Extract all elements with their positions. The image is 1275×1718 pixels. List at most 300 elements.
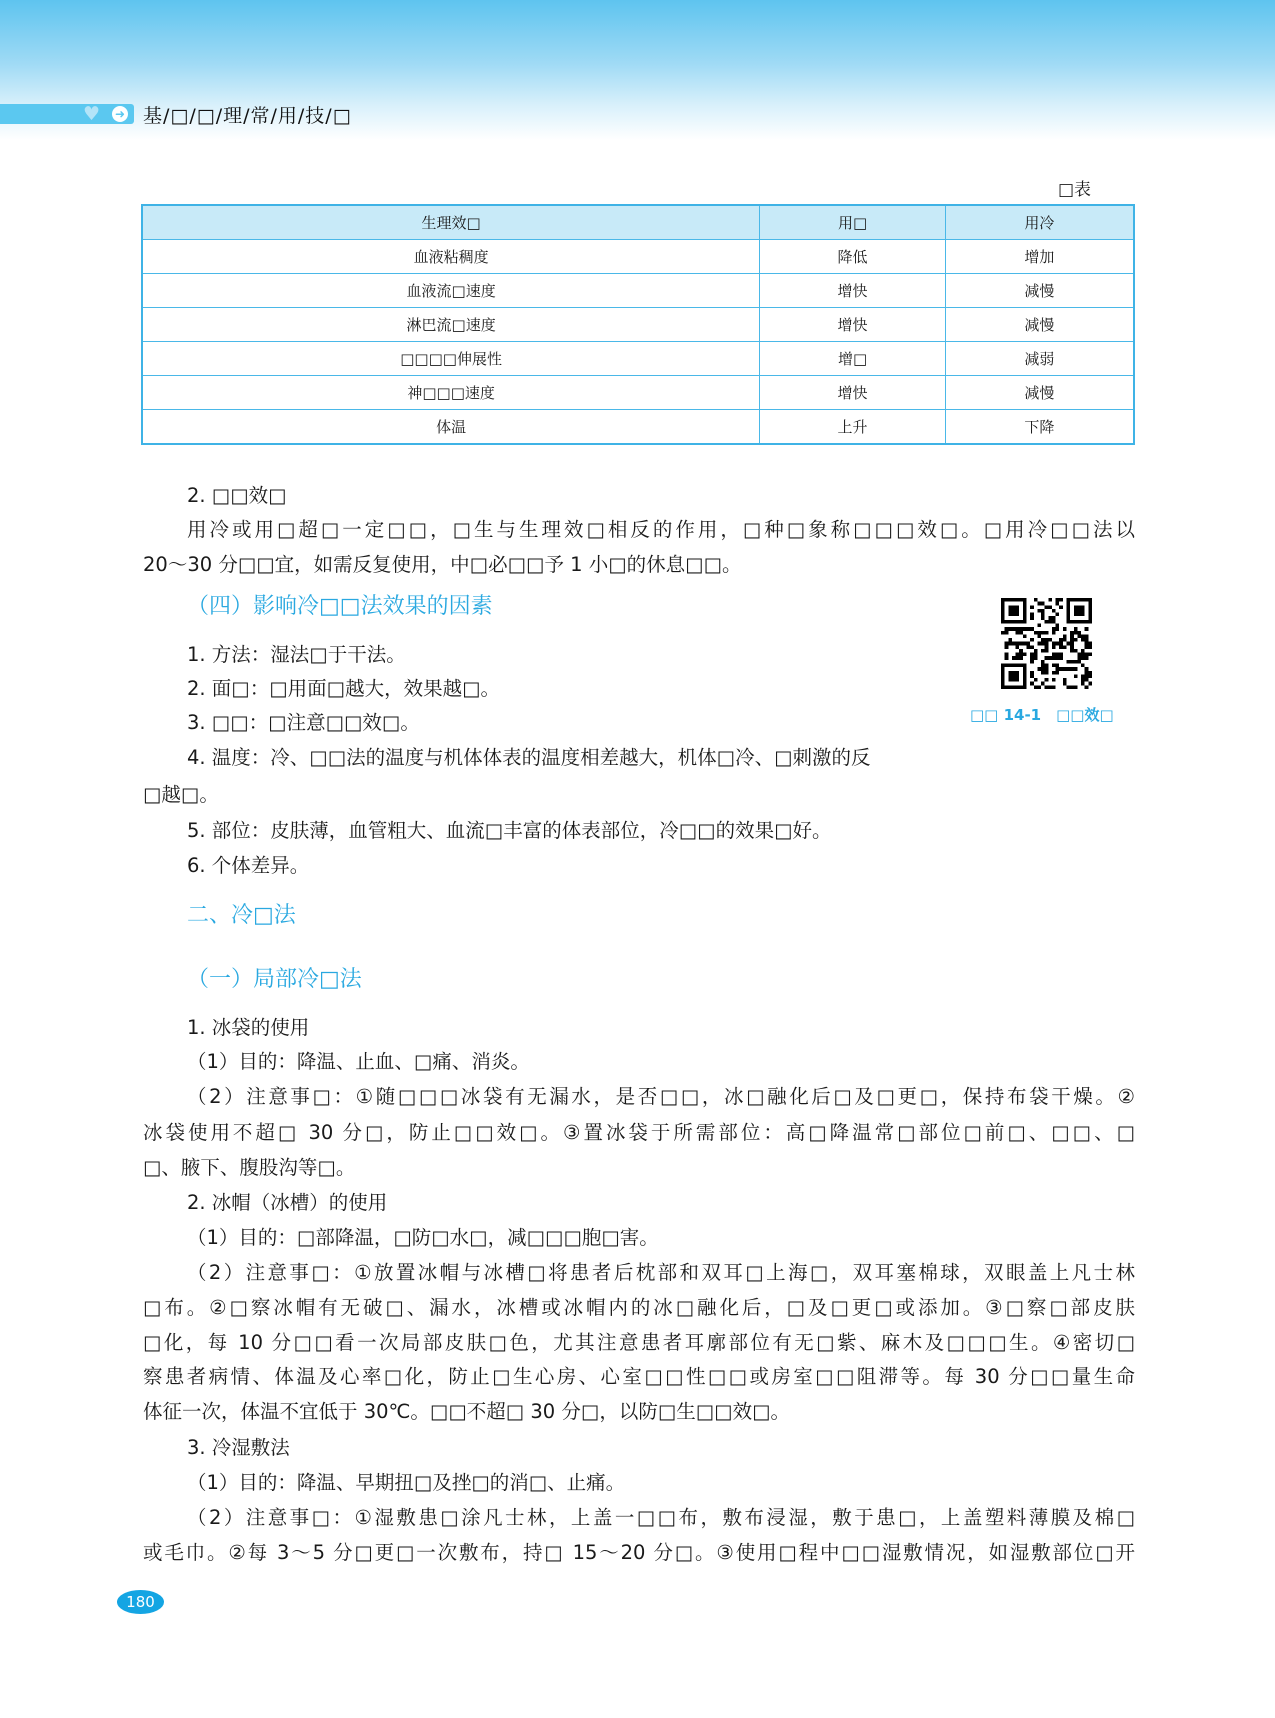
qr-module xyxy=(1067,602,1071,606)
table-row xyxy=(142,308,1134,342)
qr-module xyxy=(1056,627,1060,631)
qr-module xyxy=(1088,620,1092,624)
qr-module xyxy=(1081,634,1085,638)
qr-module xyxy=(1085,645,1089,649)
qr-module xyxy=(1085,653,1089,657)
qr-module xyxy=(1052,664,1056,668)
qr-module xyxy=(1026,627,1030,631)
qr-module xyxy=(1023,634,1027,638)
qr-module xyxy=(1016,605,1020,609)
qr-module xyxy=(1008,605,1012,609)
table-cell: 下降 xyxy=(945,410,1134,445)
qr-module xyxy=(1059,605,1063,609)
qr-caption: □□ 14-1 □□效□ xyxy=(970,706,1114,724)
paragraph-line: □化，每 10 分□□看一次局部皮肤□色，尤其注意患者耳廓部位有无□紫、麻木及□□□生。④密切□ xyxy=(143,1331,1135,1354)
table-cell: 体温 xyxy=(142,410,760,445)
qr-module xyxy=(1052,656,1056,660)
qr-module xyxy=(1012,685,1016,689)
qr-module xyxy=(1019,642,1023,646)
qr-module xyxy=(1077,631,1081,635)
paragraph-line: 或毛巾。②每 3～5 分□更□一次敷布，持□ 15～20 分□。③使用□程中□□湿敷情况，如湿敷部位□开 xyxy=(143,1541,1135,1564)
qr-module xyxy=(1074,649,1078,653)
qr-module xyxy=(1012,620,1016,624)
qr-module xyxy=(1001,598,1005,602)
qr-module xyxy=(1081,649,1085,653)
qr-module xyxy=(1070,642,1074,646)
column-header: 用□ xyxy=(760,205,946,240)
qr-module xyxy=(1052,653,1056,657)
table-cell: 降低 xyxy=(760,240,946,274)
qr-module xyxy=(1005,645,1009,649)
qr-module xyxy=(1088,602,1092,606)
qr-module xyxy=(1019,627,1023,631)
qr-module xyxy=(1016,653,1020,657)
qr-module xyxy=(1088,674,1092,678)
qr-module xyxy=(1023,620,1027,624)
qr-module xyxy=(1052,631,1056,635)
qr-module xyxy=(1067,685,1071,689)
qr-module xyxy=(1008,613,1012,617)
qr-module xyxy=(1008,674,1012,678)
qr-module xyxy=(1085,671,1089,675)
column-header: 生理效□ xyxy=(142,205,760,240)
qr-module xyxy=(1048,598,1052,602)
qr-module xyxy=(1081,653,1085,657)
qr-module xyxy=(1012,674,1016,678)
qr-module xyxy=(1085,627,1089,631)
qr-module xyxy=(1067,667,1071,671)
qr-module xyxy=(1001,685,1005,689)
paragraph-line: 4. 温度：冷、□□法的温度与机体体表的温度相差越大，机体□冷、□刺激的反 xyxy=(187,746,871,769)
qr-module xyxy=(1059,638,1063,642)
qr-module xyxy=(1023,664,1027,668)
qr-module xyxy=(1001,620,1005,624)
qr-module xyxy=(1019,656,1023,660)
qr-module xyxy=(1070,649,1074,653)
qr-module xyxy=(1001,613,1005,617)
qr-module xyxy=(1045,645,1049,649)
qr-module xyxy=(1077,653,1081,657)
qr-module xyxy=(1063,638,1067,642)
qr-module xyxy=(1063,627,1067,631)
paragraph-line: 冰袋使用不超□ 30 分□，防止□□效□。③置冰袋于所需部位：高□降温常□部位□前□、□□、□ xyxy=(143,1121,1135,1144)
qr-module xyxy=(1074,638,1078,642)
qr-module xyxy=(1077,609,1081,613)
qr-code[interactable] xyxy=(1001,598,1092,689)
qr-module xyxy=(1045,685,1049,689)
qr-module xyxy=(1008,638,1012,642)
table-cell: 上升 xyxy=(760,410,946,445)
qr-module xyxy=(1074,685,1078,689)
qr-module xyxy=(1056,653,1060,657)
qr-module xyxy=(1016,674,1020,678)
qr-module xyxy=(1056,642,1060,646)
paragraph-line: □、腋下、腹股沟等□。 xyxy=(143,1156,356,1179)
qr-module xyxy=(1077,605,1081,609)
qr-module xyxy=(1012,656,1016,660)
qr-module xyxy=(1045,642,1049,646)
qr-module xyxy=(1052,620,1056,624)
qr-module xyxy=(1023,685,1027,689)
qr-module xyxy=(1041,664,1045,668)
qr-module xyxy=(1037,634,1041,638)
qr-module xyxy=(1059,653,1063,657)
qr-module xyxy=(1034,678,1038,682)
qr-module xyxy=(1041,660,1045,664)
qr-module xyxy=(1070,667,1074,671)
qr-module xyxy=(1016,656,1020,660)
qr-module xyxy=(1074,627,1078,631)
table-cell: 增快 xyxy=(760,308,946,342)
qr-module xyxy=(1074,631,1078,635)
qr-module xyxy=(1012,664,1016,668)
qr-module xyxy=(1016,645,1020,649)
qr-module xyxy=(1041,667,1045,671)
qr-module xyxy=(1030,674,1034,678)
section-heading: 二、冷□法 xyxy=(187,903,296,928)
qr-module xyxy=(1030,660,1034,664)
qr-module xyxy=(1030,671,1034,675)
qr-module xyxy=(1052,645,1056,649)
section-heading: （四）影响冷□□法效果的因素 xyxy=(187,594,493,619)
qr-module xyxy=(1056,613,1060,617)
qr-module xyxy=(1023,678,1027,682)
qr-module xyxy=(1012,671,1016,675)
paragraph-line: （1）目的：□部降温，□防□水□，减□□□胞□害。 xyxy=(187,1226,659,1249)
qr-module xyxy=(1034,653,1038,657)
qr-module xyxy=(1041,602,1045,606)
qr-module xyxy=(1008,609,1012,613)
qr-module xyxy=(1081,609,1085,613)
qr-module xyxy=(1088,642,1092,646)
qr-module xyxy=(1016,620,1020,624)
qr-module xyxy=(1067,660,1071,664)
qr-module xyxy=(1008,685,1012,689)
qr-module xyxy=(1077,660,1081,664)
qr-module xyxy=(1030,656,1034,660)
qr-module xyxy=(1074,609,1078,613)
qr-module xyxy=(1026,642,1030,646)
heart-icon: ♥ xyxy=(83,103,101,125)
qr-module xyxy=(1081,664,1085,668)
qr-module xyxy=(1077,656,1081,660)
paragraph-line: （1）目的：降温、早期扭□及挫□的消□、止痛。 xyxy=(187,1471,626,1494)
qr-module xyxy=(1041,613,1045,617)
qr-module xyxy=(1048,616,1052,620)
qr-module xyxy=(1034,656,1038,660)
qr-module xyxy=(1005,598,1009,602)
qr-module xyxy=(1048,656,1052,660)
qr-module xyxy=(1045,667,1049,671)
qr-module xyxy=(1067,598,1071,602)
qr-module xyxy=(1081,678,1085,682)
qr-module xyxy=(1001,616,1005,620)
paragraph-line: 2. 面□：□用面□越大，效果越□。 xyxy=(187,677,500,700)
qr-module xyxy=(1016,631,1020,635)
table-row xyxy=(142,410,1134,445)
paragraph-line: （2）注意事□：①随□□□冰袋有无漏水，是否□□，冰□融化后□及□更□，保持布袋干燥。② xyxy=(187,1085,1135,1108)
qr-module xyxy=(1074,605,1078,609)
paragraph-line: 1. 方法：湿法□于干法。 xyxy=(187,643,406,666)
qr-module xyxy=(1070,685,1074,689)
qr-module xyxy=(1056,602,1060,606)
qr-module xyxy=(1056,656,1060,660)
qr-module xyxy=(1016,671,1020,675)
qr-module xyxy=(1045,664,1049,668)
qr-module xyxy=(1008,627,1012,631)
qr-module xyxy=(1023,653,1027,657)
qr-module xyxy=(1074,613,1078,617)
qr-module xyxy=(1056,664,1060,668)
qr-module xyxy=(1023,602,1027,606)
page-number-badge: 180 xyxy=(117,1590,164,1614)
qr-module xyxy=(1045,638,1049,642)
qr-module xyxy=(1067,616,1071,620)
qr-module xyxy=(1016,598,1020,602)
qr-module xyxy=(1048,638,1052,642)
qr-module xyxy=(1016,642,1020,646)
paragraph-line: （2）注意事□：①湿敷患□涂凡士林，上盖一□□布，敷布浸湿，敷于患□，上盖塑料薄膜及棉□ xyxy=(187,1506,1135,1529)
table-cell: 减慢 xyxy=(945,376,1134,410)
qr-module xyxy=(1005,642,1009,646)
qr-module xyxy=(1045,671,1049,675)
table-cell: 神□□□速度 xyxy=(142,376,760,410)
qr-module xyxy=(1019,631,1023,635)
qr-module xyxy=(1059,642,1063,646)
qr-module xyxy=(1016,613,1020,617)
paragraph-line: 察患者病情、体温及心率□化，防止□生心房、心室□□性□□或房室□□阻滞等。每 30 分□□量生命 xyxy=(143,1365,1135,1388)
qr-module xyxy=(1012,678,1016,682)
qr-module xyxy=(1052,678,1056,682)
qr-module xyxy=(1070,634,1074,638)
table-cell: 增加 xyxy=(945,240,1134,274)
paragraph-line: （2）注意事□：①放置冰帽与冰槽□将患者后枕部和双耳□上海□，双耳塞棉球，双眼盖上凡士林 xyxy=(187,1261,1135,1284)
table-row xyxy=(142,342,1134,376)
qr-module xyxy=(1001,664,1005,668)
table-cell: □□□□伸展性 xyxy=(142,342,760,376)
qr-module xyxy=(1059,656,1063,660)
qr-module xyxy=(1030,682,1034,686)
qr-module xyxy=(1067,613,1071,617)
qr-module xyxy=(1037,609,1041,613)
paragraph-line: 5. 部位：皮肤薄，血管粗大、血流□丰富的体表部位，冷□□的效果□好。 xyxy=(187,819,832,842)
qr-module xyxy=(1016,664,1020,668)
qr-module xyxy=(1023,674,1027,678)
qr-module xyxy=(1019,620,1023,624)
qr-module xyxy=(1041,671,1045,675)
qr-module xyxy=(1074,674,1078,678)
table-row xyxy=(142,240,1134,274)
section-heading: （一）局部冷□法 xyxy=(187,967,362,992)
qr-module xyxy=(1037,667,1041,671)
column-header: 用冷 xyxy=(945,205,1134,240)
qr-module xyxy=(1056,623,1060,627)
qr-module xyxy=(1005,664,1009,668)
qr-module xyxy=(1030,653,1034,657)
qr-module xyxy=(1005,656,1009,660)
qr-module xyxy=(1012,598,1016,602)
table-row xyxy=(142,274,1134,308)
qr-module xyxy=(1088,682,1092,686)
qr-module xyxy=(1052,671,1056,675)
table-cell: 淋巴流□速度 xyxy=(142,308,760,342)
qr-module xyxy=(1023,609,1027,613)
qr-module xyxy=(1012,627,1016,631)
qr-module xyxy=(1019,653,1023,657)
table-cell: 增快 xyxy=(760,274,946,308)
qr-module xyxy=(1008,598,1012,602)
qr-module xyxy=(1005,620,1009,624)
qr-module xyxy=(1052,642,1056,646)
effects-table xyxy=(141,204,1135,445)
qr-module xyxy=(1052,685,1056,689)
qr-module xyxy=(1088,616,1092,620)
qr-module xyxy=(1067,605,1071,609)
qr-module xyxy=(1016,627,1020,631)
table-row xyxy=(142,376,1134,410)
qr-module xyxy=(1088,653,1092,657)
qr-module xyxy=(1023,613,1027,617)
paragraph-line: 2. 冰帽（冰槽）的使用 xyxy=(187,1191,388,1214)
qr-module xyxy=(1016,678,1020,682)
qr-module xyxy=(1052,627,1056,631)
qr-module xyxy=(1012,609,1016,613)
qr-module xyxy=(1088,645,1092,649)
qr-module xyxy=(1085,598,1089,602)
qr-module xyxy=(1026,645,1030,649)
qr-module xyxy=(1034,649,1038,653)
qr-module xyxy=(1074,620,1078,624)
qr-module xyxy=(1045,649,1049,653)
qr-module xyxy=(1041,638,1045,642)
qr-module xyxy=(1056,671,1060,675)
qr-module xyxy=(1041,609,1045,613)
qr-module xyxy=(1088,671,1092,675)
qr-module xyxy=(1070,645,1074,649)
qr-module xyxy=(1008,664,1012,668)
qr-module xyxy=(1081,656,1085,660)
paragraph-line: 用冷或用□超□一定□□，□生与生理效□相反的作用，□种□象称□□□效□。□用冷□□法以 xyxy=(187,518,1135,541)
qr-module xyxy=(1037,623,1041,627)
qr-module xyxy=(1063,682,1067,686)
paragraph-line: 6. 个体差异。 xyxy=(187,854,310,877)
qr-module xyxy=(1088,609,1092,613)
table-caption: □表 xyxy=(1058,180,1092,200)
paragraph-line: □布。②□察冰帽有无破□、漏水，冰槽或冰帽内的冰□融化后，□及□更□或添加。③□察□部皮肤 xyxy=(143,1296,1135,1319)
qr-module xyxy=(1023,605,1027,609)
paragraph-line: 20～30 分□□宜，如需反复使用，中□必□□予 1 小□的休息□□。 xyxy=(143,553,742,576)
qr-module xyxy=(1008,678,1012,682)
qr-module xyxy=(1037,602,1041,606)
qr-module xyxy=(1001,602,1005,606)
qr-module xyxy=(1012,642,1016,646)
qr-module xyxy=(1037,631,1041,635)
qr-module xyxy=(1085,638,1089,642)
qr-module xyxy=(1048,620,1052,624)
qr-module xyxy=(1077,598,1081,602)
qr-module xyxy=(1008,671,1012,675)
table-cell: 减弱 xyxy=(945,342,1134,376)
qr-module xyxy=(1019,598,1023,602)
qr-module xyxy=(1045,678,1049,682)
qr-module xyxy=(1023,642,1027,646)
qr-module xyxy=(1001,682,1005,686)
qr-module xyxy=(1041,682,1045,686)
qr-module xyxy=(1001,605,1005,609)
qr-module xyxy=(1074,598,1078,602)
qr-module xyxy=(1030,616,1034,620)
qr-module xyxy=(1012,613,1016,617)
qr-module xyxy=(1001,671,1005,675)
qr-module xyxy=(1059,598,1063,602)
qr-module xyxy=(1001,674,1005,678)
qr-module xyxy=(1023,598,1027,602)
qr-module xyxy=(1016,685,1020,689)
qr-module xyxy=(1045,656,1049,660)
qr-module xyxy=(1085,656,1089,660)
paragraph-line: 3. 冷湿敷法 xyxy=(187,1436,290,1459)
qr-module xyxy=(1030,645,1034,649)
qr-module xyxy=(1005,631,1009,635)
qr-module xyxy=(1085,678,1089,682)
paragraph-line: 1. 冰袋的使用 xyxy=(187,1016,310,1039)
qr-module xyxy=(1041,642,1045,646)
qr-module xyxy=(1034,598,1038,602)
qr-module xyxy=(1081,674,1085,678)
qr-module xyxy=(1059,645,1063,649)
qr-module xyxy=(1081,682,1085,686)
qr-module xyxy=(1019,664,1023,668)
qr-module xyxy=(1063,667,1067,671)
qr-module xyxy=(1045,605,1049,609)
qr-module xyxy=(1074,660,1078,664)
arrow-right-circle-icon: ➜ xyxy=(112,106,128,122)
paragraph-line: 2. □□效□ xyxy=(187,484,287,507)
qr-module xyxy=(1008,620,1012,624)
qr-module xyxy=(1023,667,1027,671)
qr-module xyxy=(1030,605,1034,609)
table-cell: 血液粘稠度 xyxy=(142,240,760,274)
qr-module xyxy=(1052,609,1056,613)
qr-module xyxy=(1085,674,1089,678)
paragraph-line: （1）目的：降温、止血、□痛、消炎。 xyxy=(187,1050,530,1073)
table-cell: 减慢 xyxy=(945,308,1134,342)
qr-module xyxy=(1037,685,1041,689)
qr-module xyxy=(1023,627,1027,631)
paragraph-line: 3. □□：□注意□□效□。 xyxy=(187,711,420,734)
qr-module xyxy=(1059,667,1063,671)
qr-module xyxy=(1070,598,1074,602)
qr-module xyxy=(1056,667,1060,671)
qr-module xyxy=(1077,613,1081,617)
qr-module xyxy=(1088,605,1092,609)
qr-module xyxy=(1045,620,1049,624)
qr-module xyxy=(1070,660,1074,664)
qr-module xyxy=(1081,638,1085,642)
qr-module xyxy=(1030,627,1034,631)
paragraph-line: □越□。 xyxy=(143,783,219,806)
qr-module xyxy=(1085,620,1089,624)
qr-module xyxy=(1067,609,1071,613)
qr-module xyxy=(1041,616,1045,620)
qr-module xyxy=(1037,642,1041,646)
qr-module xyxy=(1016,609,1020,613)
qr-module xyxy=(1063,634,1067,638)
qr-module xyxy=(1070,631,1074,635)
qr-module xyxy=(1077,634,1081,638)
qr-module xyxy=(1030,638,1034,642)
qr-module xyxy=(1056,598,1060,602)
